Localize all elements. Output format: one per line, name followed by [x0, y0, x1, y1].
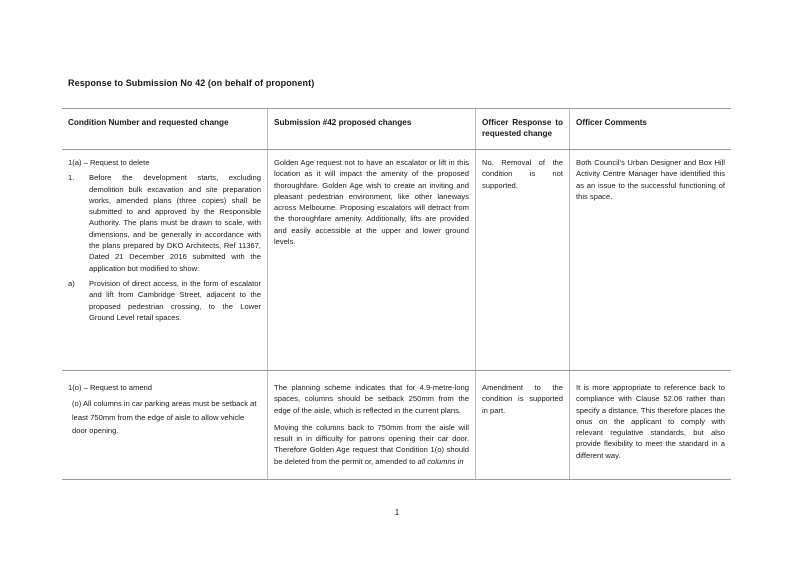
- condition-item: [68, 172, 261, 274]
- header-officer-response: Officer Response to requested change: [476, 109, 570, 149]
- condition-cell: [62, 150, 268, 370]
- table-row: [62, 371, 731, 480]
- item-marker: a): [68, 278, 75, 288]
- header-condition: Condition Number and requested change: [62, 109, 268, 149]
- page-number: 1: [394, 508, 400, 517]
- submission-text: Moving the columns back to 750mm from the aisle will result in in difficulty for patrons opening their car door. Therefore Golden Age request that Condition 1(o) should be deleted from the permit or, amended to: [274, 422, 469, 466]
- item-text: Provision of direct access, in the form of escalator and lift from Cambridge Street, adjacent to the proposed pedestrian crossing, to the Lower Ground Level retail spaces.: [89, 278, 261, 322]
- officer-response-cell: No. Removal of the condition is not supported.: [476, 150, 570, 370]
- item-marker: 1.: [68, 173, 75, 183]
- submission-cell: [268, 150, 476, 370]
- table-header-row: [62, 109, 731, 150]
- officer-comments-cell: Both Council's Urban Designer and Box Hill Activity Centre Manager have identified this as an issue to the successful functioning of this space.: [576, 158, 725, 201]
- condition-cell: [62, 371, 268, 479]
- submission-paragraph: Golden Age request not to have an escalator or lift in this location as it will impact the amenity of the proposed thoroughfare. Golden Age wish to create an inviting and pleasant pedestrian environment, like other laneways across Melbourne. Proposing escalators will detract from the thoroughfare amenity. Additionally, lifts are provided and easily accessible at the upper and lower ground levels.: [274, 158, 469, 247]
- header-submission: Submission #42 proposed changes: [268, 109, 476, 149]
- submission-paragraph: [274, 422, 469, 467]
- condition-subitem: [68, 278, 261, 323]
- submission-italic-text: all columns in: [417, 456, 464, 466]
- submission-cell: [268, 371, 476, 479]
- header-officer-comments: Officer Comments: [576, 118, 647, 127]
- table-row: [62, 150, 731, 371]
- officer-response-cell: Amendment to the condition is supported in part.: [476, 371, 570, 479]
- submission-paragraph: The planning scheme indicates that for 4.9-metre-long spaces, columns should be setback 250mm from the edge of the aisle, which is reflected in the current plans.: [274, 383, 469, 415]
- item-text: Before the development starts, excluding demolition bulk excavation and site preparation works, amended plans (three copies) shall be submitted to and approved by the Responsible Authority. The plans must be drawn to scale, with dimensions, and be generally in accordance with the plans prepared by DKO Architects, Ref 11367, Dated 21 December 2016 submitted with the application but modified to show:: [89, 173, 261, 273]
- response-table: [62, 108, 731, 480]
- page-title: Response to Submission No 42 (on behalf of proponent): [68, 78, 315, 88]
- condition-heading: 1(o) – Request to amend: [68, 383, 153, 392]
- condition-text: (o) All columns in car parking areas must be setback at least 750mm from the edge of aisle to allow vehicle door opening.: [72, 399, 257, 436]
- condition-heading: 1(a) – Request to delete: [68, 158, 150, 167]
- officer-comments-cell: It is more appropriate to reference back to compliance with Clause 52.06 rather than specify a distance. This therefore places the onus on the applicant to comply with relevant regulative standards, but also provide flexibility to meet the standard in a different way.: [576, 383, 725, 460]
